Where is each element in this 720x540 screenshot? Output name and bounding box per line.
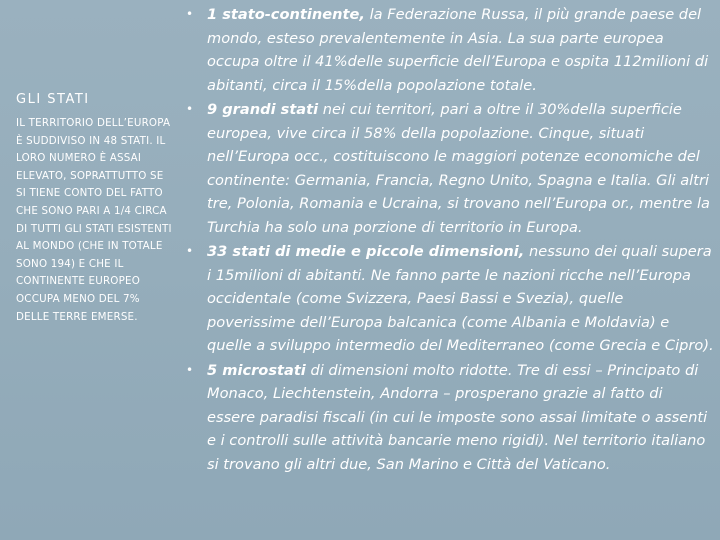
bullet-lead: 9 grandi stati (207, 101, 319, 118)
sidebar (16, 92, 174, 326)
bullet-icon: • (186, 362, 194, 377)
sidebar-text: IL TERRITORIO DELL’EUROPA È SUDDIVISO IN 48 STATI. IL LORO NUMERO È ASSAI ELEVATO, SOPRATTUTTO SE SI TIENE CONTO DEL FATTO CHE SONO PARI A 1/4 CIRCA DI TUTTI GLI STATI ESISTENTI AL MONDO (CHE IN TOTALE SONO 194) E CHE IL CONTINENTE EUROPEO OCCUPA MENO DEL 7% DELLE TERRE EMERSE. (16, 117, 172, 323)
main-content (183, 3, 715, 477)
bullet-text: nei cui territori, pari a oltre il 30%della superficie europea, vive circa il 58% della popolazione. Cinque, situati nell’Europa occ., costituiscono le maggiori potenze economiche del continente: Germania, Francia, Regno Unito, Spagna e Italia. Gli altri tre, Polonia, Romania e Ucraina, si trovano nell’Europa or., mentre la Turchia ha solo una porzione di territorio in Europa. (207, 101, 710, 236)
bullet-list (183, 3, 715, 476)
bullet-lead: 5 microstati (207, 361, 306, 379)
bullet-lead: 1 stato-continente, (207, 6, 365, 23)
bullet-icon: • (186, 244, 194, 258)
bullet-item (183, 240, 715, 358)
bullet-lead: 33 stati di medie e piccole dimensioni, (207, 243, 525, 260)
bullet-text: di dimensioni molto ridotte. Tre di essi – Principato di Monaco, Liechtenstein, Andorra – prosperano grazie al fatto di essere paradisi fiscali (in cui le imposte sono assai limitate o assenti e i controlli sulle attività bancarie meno rigidi). Nel territorio italiano si trovano gli altri due, San Marino e Città del Vaticano. (207, 361, 708, 473)
bullet-icon: • (186, 102, 194, 116)
bullet-item (183, 3, 715, 97)
sidebar-title: GLI STATI (16, 92, 90, 107)
bullet-text: nessuno dei quali supera i 15milioni di abitanti. Ne fanno parte le nazioni ricche nell’Europa occidentale (come Svizzera, Paesi Bassi e Svezia), quelle poverissime dell’Europa balcanica (come Albania e Moldavia) e quelle a sviluppo intermedio del Mediterraneo (come Grecia e Cipro). (207, 243, 714, 354)
bullet-icon: • (186, 7, 194, 21)
bullet-item (183, 98, 715, 239)
bullet-text: la Federazione Russa, il più grande paese del mondo, esteso prevalentemente in Asia. La sua parte europea occupa oltre il 41%delle superficie dell’Europa e ospita 112milioni di abitanti, circa il 15%della popolazione totale. (207, 6, 709, 94)
bullet-item (183, 359, 715, 477)
